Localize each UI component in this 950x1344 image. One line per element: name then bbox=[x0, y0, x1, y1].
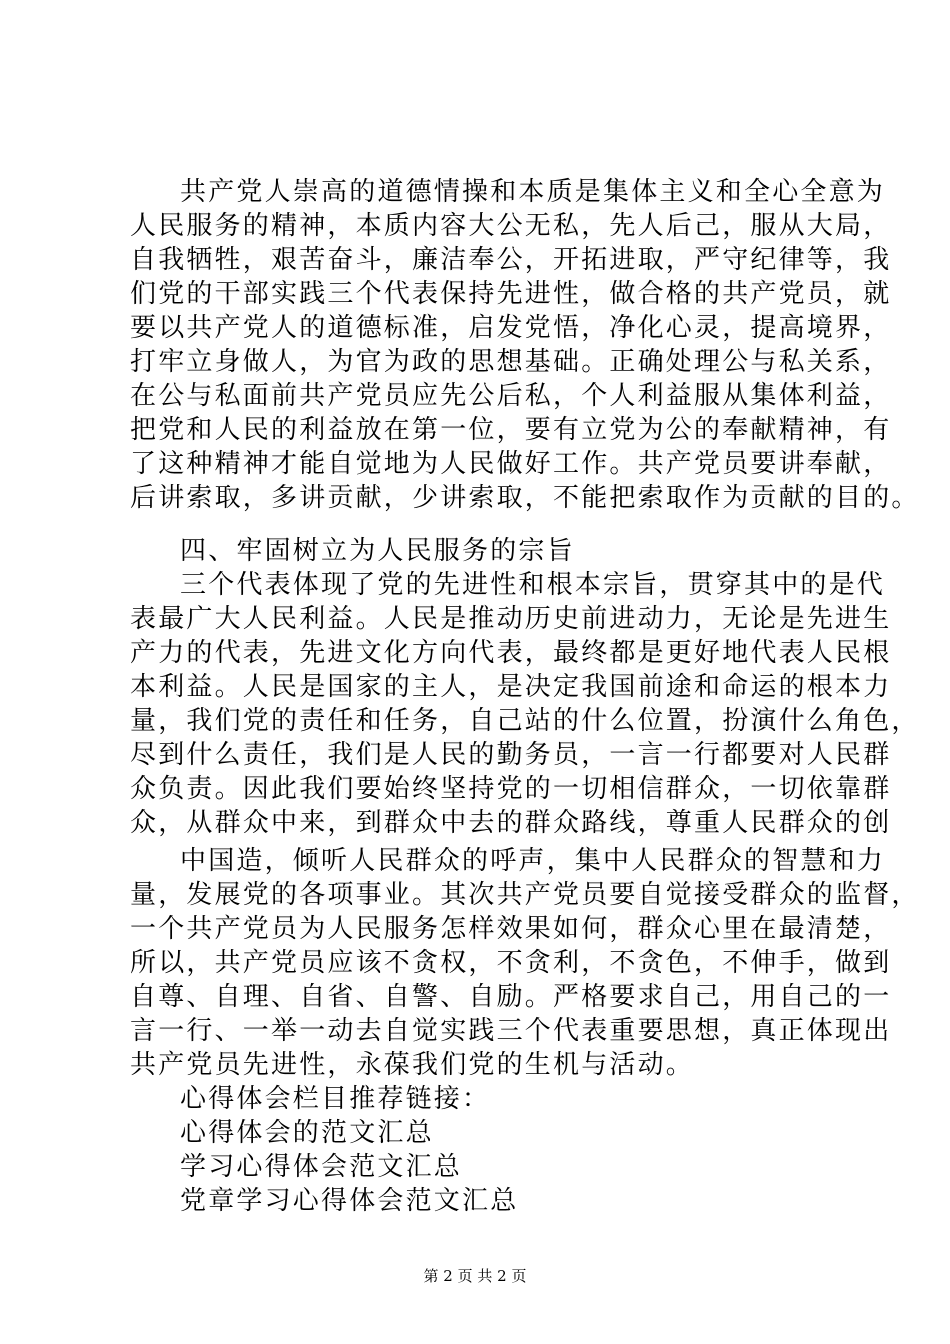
paragraph-line: 所以，共产党员应该不贪权，不贪利，不贪色，不伸手，做到 bbox=[130, 948, 892, 978]
paragraph-line: 表最广大人民利益。人民是推动历史前进动力，无论是先进生 bbox=[130, 604, 892, 634]
paragraph-line: 打牢立身做人，为官为政的思想基础。正确处理公与私关系， bbox=[130, 347, 892, 377]
link-item[interactable]: 心得体会的范文汇总 bbox=[180, 1118, 434, 1148]
paragraph-line: 自我牺牲，艰苦奋斗，廉洁奉公，开拓进取，严守纪律等，我 bbox=[130, 245, 892, 275]
paragraph-line: 共产党员先进性，永葆我们党的生机与活动。 bbox=[130, 1050, 695, 1080]
links-heading: 心得体会栏目推荐链接： bbox=[180, 1084, 491, 1114]
paragraph-line: 言一行、一举一动去自觉实践三个代表重要思想，真正体现出 bbox=[130, 1016, 892, 1046]
paragraph-line: 量，我们党的责任和任务，自己站的什么位置，扮演什么角色， bbox=[130, 706, 920, 736]
paragraph-line: 中国造，倾听人民群众的呼声，集中人民群众的智慧和力 bbox=[180, 846, 886, 876]
paragraph-line: 众负责。因此我们要始终坚持党的一切相信群众，一切依靠群 bbox=[130, 774, 892, 804]
paragraph-line: 一个共产党员为人民服务怎样效果如何，群众心里在最清楚， bbox=[130, 914, 892, 944]
paragraph-line: 本利益。人民是国家的主人，是决定我国前途和命运的根本力 bbox=[130, 672, 892, 702]
paragraph-line: 了这种精神才能自觉地为人民做好工作。共产党员要讲奉献， bbox=[130, 449, 892, 479]
paragraph-line: 人民服务的精神，本质内容大公无私，先人后己，服从大局， bbox=[130, 211, 892, 241]
page-footer: 第 2 页 共 2 页 bbox=[423, 1267, 527, 1285]
paragraph-line: 产力的代表，先进文化方向代表，最终都是更好地代表人民根 bbox=[130, 638, 892, 668]
paragraph-line: 把党和人民的利益放在第一位，要有立党为公的奉献精神，有 bbox=[130, 415, 892, 445]
paragraph-line: 后讲索取，多讲贡献，少讲索取，不能把索取作为贡献的目的。 bbox=[130, 483, 920, 513]
paragraph-line: 自尊、自理、自省、自警、自励。严格要求自己，用自己的一 bbox=[130, 982, 892, 1012]
paragraph-line: 量，发展党的各项事业。其次共产党员要自觉接受群众的监督， bbox=[130, 880, 920, 910]
paragraph-line: 们党的干部实践三个代表保持先进性，做合格的共产党员，就 bbox=[130, 279, 892, 309]
paragraph-line: 尽到什么责任，我们是人民的勤务员，一言一行都要对人民群 bbox=[130, 740, 892, 770]
link-item[interactable]: 党章学习心得体会范文汇总 bbox=[180, 1186, 519, 1216]
paragraph-line: 众，从群众中来，到群众中去的群众路线，尊重人民群众的创 bbox=[130, 808, 892, 838]
paragraph-line: 要以共产党人的道德标准，启发党悟，净化心灵，提高境界， bbox=[130, 313, 892, 343]
section-heading: 四、牢固树立为人民服务的宗旨 bbox=[180, 536, 575, 566]
paragraph-line: 共产党人崇高的道德情操和本质是集体主义和全心全意为 bbox=[180, 177, 886, 207]
paragraph-line: 三个代表体现了党的先进性和根本宗旨，贯穿其中的是代 bbox=[180, 570, 886, 600]
link-item[interactable]: 学习心得体会范文汇总 bbox=[180, 1152, 463, 1182]
paragraph-line: 在公与私面前共产党员应先公后私，个人利益服从集体利益， bbox=[130, 381, 892, 411]
